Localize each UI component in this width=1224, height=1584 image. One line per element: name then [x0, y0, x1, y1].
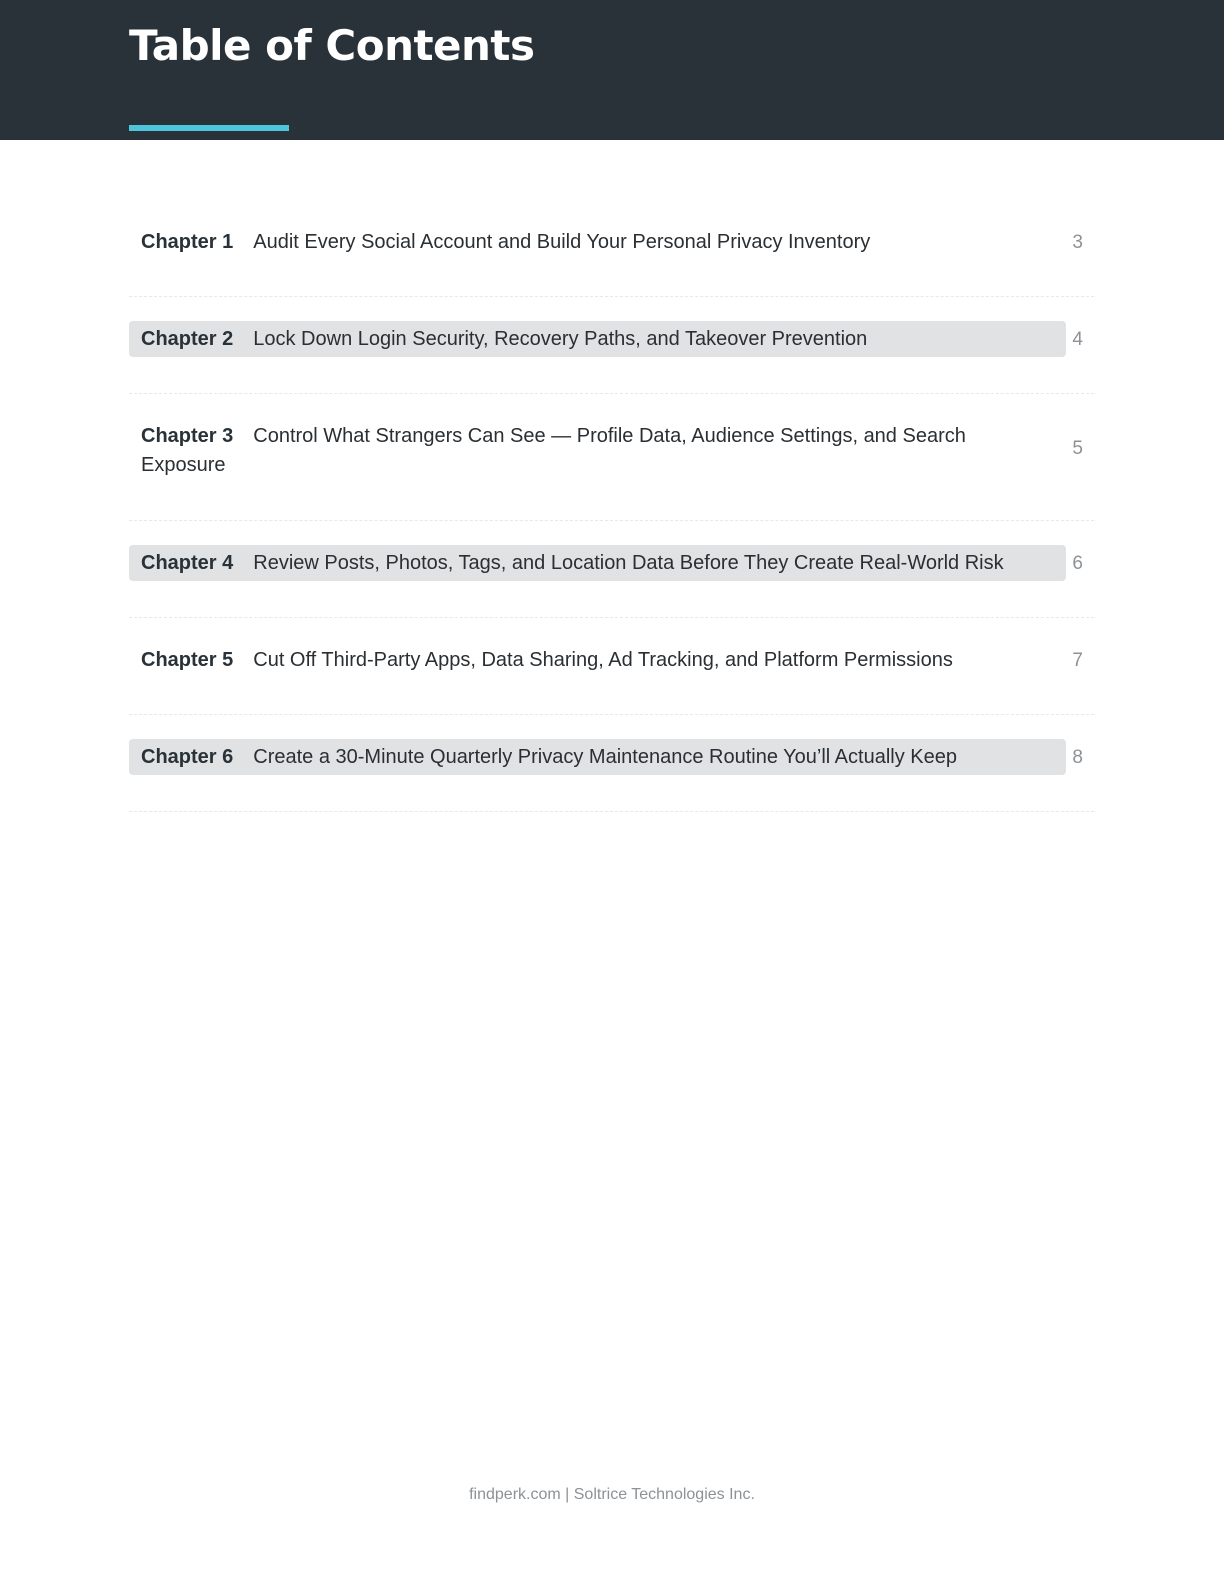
chapter-title: Create a 30-Minute Quarterly Privacy Maintenance Routine You’ll Actually Keep: [253, 746, 957, 768]
page-footer: findperk.com | Soltrice Technologies Inc.: [469, 1486, 755, 1503]
page-number: 8: [1072, 747, 1083, 768]
page-number: 6: [1072, 553, 1083, 574]
chapter-title: Lock Down Login Security, Recovery Paths, and Takeover Prevention: [253, 328, 868, 350]
toc-entry-text: [129, 545, 1066, 581]
toc-entry-text: [129, 321, 1066, 357]
chapter-label: Chapter 3: [141, 425, 234, 447]
toc-entry-chapter-5[interactable]: [129, 618, 1094, 715]
chapter-title: Audit Every Social Account and Build Your Personal Privacy Inventory: [253, 231, 871, 253]
toc-entry-text: [129, 418, 1066, 483]
toc-entry-chapter-1[interactable]: [129, 200, 1094, 297]
page-title: Table of Contents: [129, 21, 535, 70]
toc-entry-text: [129, 642, 1066, 678]
page-header: [0, 0, 1224, 140]
toc-entry-chapter-3[interactable]: [129, 394, 1094, 521]
chapter-label: Chapter 5: [141, 649, 234, 671]
chapter-label: Chapter 4: [141, 552, 234, 574]
toc-entry-text: [129, 224, 1066, 260]
chapter-label: Chapter 1: [141, 231, 234, 253]
chapter-label: Chapter 2: [141, 328, 234, 350]
page-number: 3: [1072, 232, 1083, 253]
chapter-title: Review Posts, Photos, Tags, and Location Data Before They Create Real-World Risk: [253, 552, 1004, 574]
chapter-title: Control What Strangers Can See — Profile Data, Audience Settings, and Search Exposure: [141, 425, 966, 476]
toc-entry-chapter-4[interactable]: [129, 521, 1094, 618]
toc-entry-chapter-6[interactable]: [129, 715, 1094, 812]
page-number: 4: [1072, 329, 1083, 350]
table-of-contents: [129, 200, 1094, 812]
page-number: 5: [1072, 438, 1083, 459]
chapter-label: Chapter 6: [141, 746, 234, 768]
toc-entry-text: [129, 739, 1066, 775]
chapter-title: Cut Off Third-Party Apps, Data Sharing, Ad Tracking, and Platform Permissions: [253, 649, 953, 671]
toc-entry-chapter-2[interactable]: [129, 297, 1094, 394]
title-accent-bar: [129, 125, 289, 131]
page-number: 7: [1072, 650, 1083, 671]
